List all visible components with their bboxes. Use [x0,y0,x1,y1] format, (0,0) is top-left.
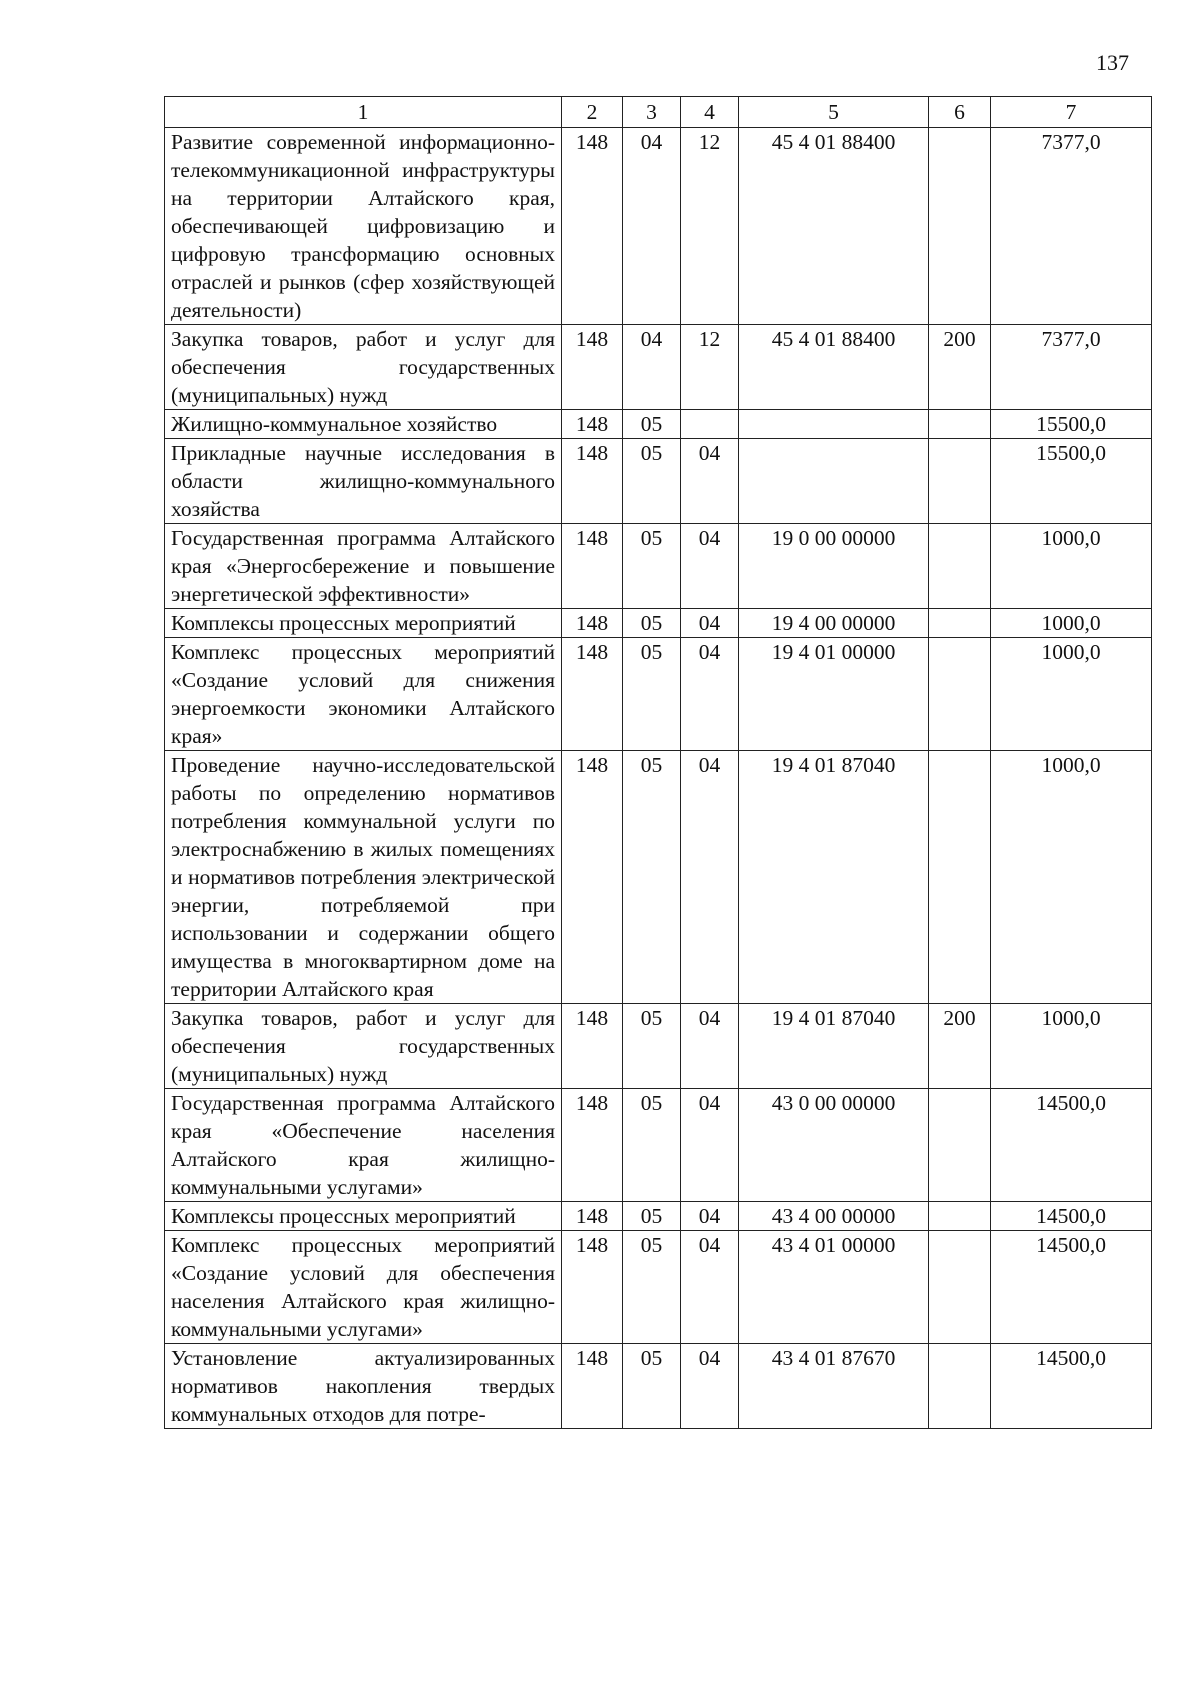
amount-cell: 7377,0 [991,128,1152,325]
target-article-cell: 19 4 01 87040 [739,751,929,1004]
table-row [165,751,1152,1004]
target-article-cell: 19 0 00 00000 [739,524,929,609]
table-row [165,128,1152,325]
amount-cell: 1000,0 [991,524,1152,609]
table-row [165,325,1152,410]
target-article-cell: 43 4 01 00000 [739,1231,929,1344]
table-row [165,1344,1152,1429]
row-name-cell: Комплекс процессных мероприятий «Создание условий для снижения энергоемкости экономики Алтайского края» [165,638,562,751]
target-article-cell: 19 4 01 87040 [739,1004,929,1089]
row-name-cell: Установление актуализированных нормативов накопления твердых коммунальных отходов для потре- [165,1344,562,1429]
section-code-cell: 148 [562,1202,623,1231]
column-header: 1 [165,97,562,128]
section-code-cell: 148 [562,524,623,609]
chapter-code-cell: 05 [623,638,681,751]
section-code-cell: 148 [562,1231,623,1344]
expense-type-cell [929,524,991,609]
row-name-cell: Государственная программа Алтайского края «Обеспечение населения Алтайского края жилищно-коммунальными услугами» [165,1089,562,1202]
amount-cell: 1000,0 [991,609,1152,638]
row-name-cell: Государственная программа Алтайского края «Энергосбережение и повышение энергетической эффективности» [165,524,562,609]
table-row [165,1231,1152,1344]
expense-type-cell: 200 [929,1004,991,1089]
target-article-cell: 19 4 01 00000 [739,638,929,751]
page-number: 137 [1096,50,1129,75]
table-row [165,410,1152,439]
row-name-cell: Комплекс процессных мероприятий «Создание условий для обеспечения населения Алтайского края жилищно-коммунальными услугами» [165,1231,562,1344]
table-row [165,609,1152,638]
subchapter-code-cell: 04 [681,1004,739,1089]
expense-type-cell [929,439,991,524]
amount-cell: 1000,0 [991,751,1152,1004]
subchapter-code-cell: 12 [681,325,739,410]
chapter-code-cell: 05 [623,609,681,638]
target-article-cell: 43 4 00 00000 [739,1202,929,1231]
chapter-code-cell: 05 [623,1202,681,1231]
subchapter-code-cell: 04 [681,638,739,751]
target-article-cell [739,439,929,524]
section-code-cell: 148 [562,128,623,325]
expense-type-cell [929,751,991,1004]
amount-cell: 14500,0 [991,1231,1152,1344]
subchapter-code-cell: 04 [681,609,739,638]
row-name-cell: Закупка товаров, работ и услуг для обеспечения государственных (муниципальных) нужд [165,1004,562,1089]
table-row [165,1004,1152,1089]
expense-type-cell [929,410,991,439]
expense-type-cell [929,1089,991,1202]
row-name-cell: Проведение научно-исследовательской работы по определению нормативов потребления коммунальной услуги по электроснабжению в жилых помещениях и нормативов потребления электрической энергии, потребляемой при использовании и содержании общего имущества в многоквартирном доме на территории Алтайского края [165,751,562,1004]
section-code-cell: 148 [562,1004,623,1089]
section-code-cell: 148 [562,325,623,410]
row-name-cell: Прикладные научные исследования в области жилищно-коммунального хозяйства [165,439,562,524]
table-row [165,1089,1152,1202]
expense-type-cell [929,609,991,638]
chapter-code-cell: 05 [623,1004,681,1089]
table-row [165,1202,1152,1231]
column-header: 5 [739,97,929,128]
subchapter-code-cell: 04 [681,1231,739,1344]
amount-cell: 7377,0 [991,325,1152,410]
chapter-code-cell: 05 [623,410,681,439]
chapter-code-cell: 05 [623,1089,681,1202]
expense-type-cell [929,128,991,325]
amount-cell: 14500,0 [991,1202,1152,1231]
expense-type-cell: 200 [929,325,991,410]
subchapter-code-cell: 04 [681,439,739,524]
amount-cell: 15500,0 [991,439,1152,524]
target-article-cell: 45 4 01 88400 [739,128,929,325]
budget-table [164,96,1152,1429]
amount-cell: 14500,0 [991,1344,1152,1429]
row-name-cell: Развитие современной информационно-телекоммуникационной инфраструктуры на территории Алтайского края, обеспечивающей цифровизацию и цифровую трансформацию основных отраслей и рынков (сфер хозяйствующей деятельности) [165,128,562,325]
section-code-cell: 148 [562,1089,623,1202]
column-header: 3 [623,97,681,128]
expense-type-cell [929,1344,991,1429]
expense-type-cell [929,638,991,751]
column-header: 2 [562,97,623,128]
chapter-code-cell: 05 [623,439,681,524]
subchapter-code-cell: 04 [681,751,739,1004]
amount-cell: 15500,0 [991,410,1152,439]
subchapter-code-cell: 04 [681,1202,739,1231]
subchapter-code-cell: 04 [681,1089,739,1202]
amount-cell: 1000,0 [991,1004,1152,1089]
row-name-cell: Закупка товаров, работ и услуг для обеспечения государственных (муниципальных) нужд [165,325,562,410]
target-article-cell: 43 0 00 00000 [739,1089,929,1202]
subchapter-code-cell: 04 [681,1344,739,1429]
column-header: 4 [681,97,739,128]
chapter-code-cell: 05 [623,751,681,1004]
table-row [165,638,1152,751]
column-header: 7 [991,97,1152,128]
section-code-cell: 148 [562,609,623,638]
table-row [165,439,1152,524]
table-row [165,524,1152,609]
chapter-code-cell: 05 [623,524,681,609]
amount-cell: 14500,0 [991,1089,1152,1202]
row-name-cell: Комплексы процессных мероприятий [165,609,562,638]
target-article-cell [739,410,929,439]
subchapter-code-cell: 04 [681,524,739,609]
chapter-code-cell: 05 [623,1344,681,1429]
row-name-cell: Жилищно-коммунальное хозяйство [165,410,562,439]
expense-type-cell [929,1202,991,1231]
target-article-cell: 43 4 01 87670 [739,1344,929,1429]
amount-cell: 1000,0 [991,638,1152,751]
column-header: 6 [929,97,991,128]
target-article-cell: 45 4 01 88400 [739,325,929,410]
section-code-cell: 148 [562,410,623,439]
section-code-cell: 148 [562,638,623,751]
chapter-code-cell: 04 [623,325,681,410]
chapter-code-cell: 04 [623,128,681,325]
chapter-code-cell: 05 [623,1231,681,1344]
expense-type-cell [929,1231,991,1344]
section-code-cell: 148 [562,1344,623,1429]
target-article-cell: 19 4 00 00000 [739,609,929,638]
subchapter-code-cell: 12 [681,128,739,325]
section-code-cell: 148 [562,751,623,1004]
row-name-cell: Комплексы процессных мероприятий [165,1202,562,1231]
section-code-cell: 148 [562,439,623,524]
header-row [165,97,1152,128]
subchapter-code-cell [681,410,739,439]
